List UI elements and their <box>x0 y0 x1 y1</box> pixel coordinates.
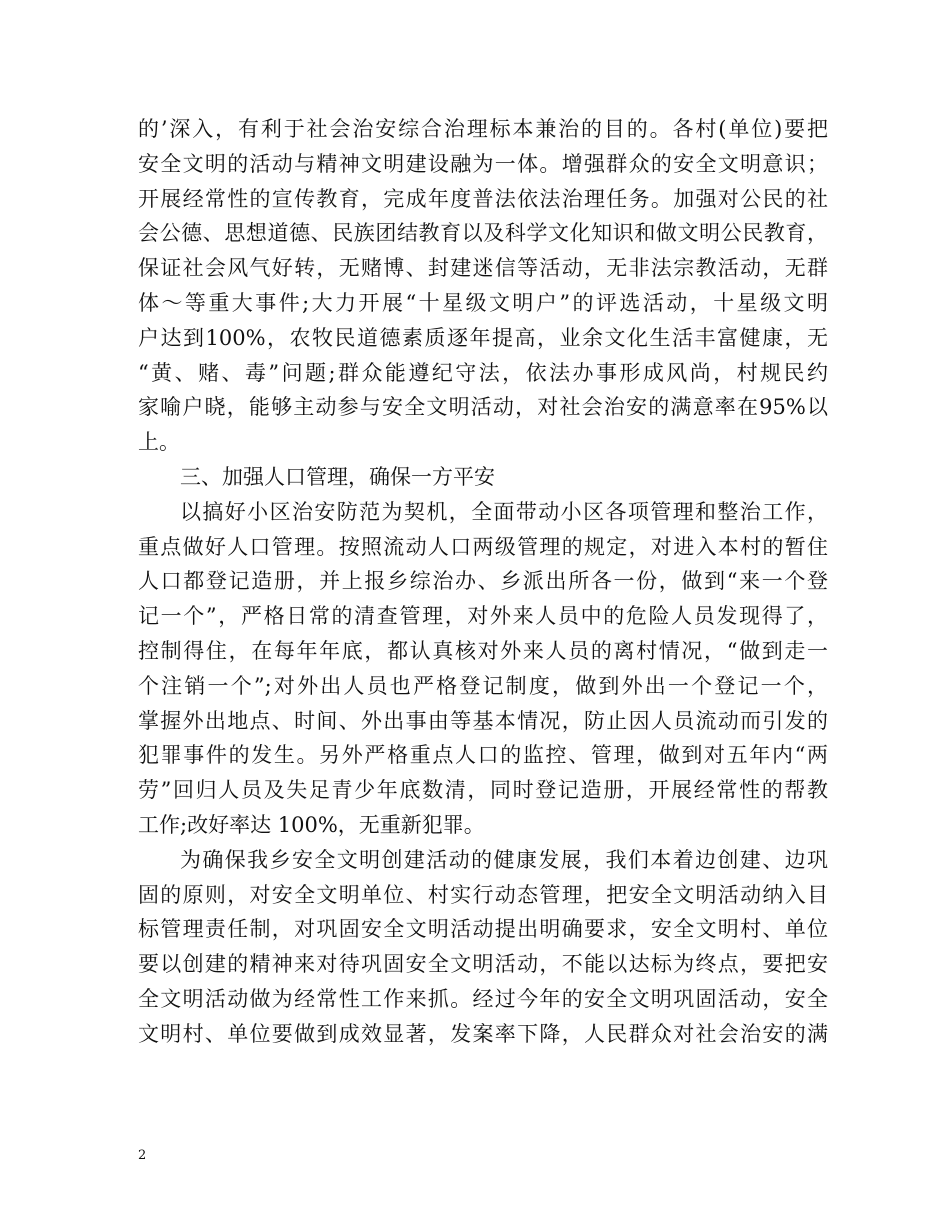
text-line: 掌握外出地点、时间、外出事由等基本情况，防止因人员流动而引发的 <box>138 708 828 733</box>
text-line: 控制得住，在每年年底，都认真核对外来人员的离村情况，“做到走一 <box>138 638 828 663</box>
text-line: 为确保我乡安全文明创建活动的健康发展，我们本着边创建、边巩 <box>180 847 828 872</box>
text-line: 要以创建的精神来对待巩固安全文明活动，不能以达标为终点，要把安 <box>138 952 828 977</box>
text-line: 个注销一个”;对外出人员也严格登记制度，做到外出一个登记一个， <box>138 673 828 698</box>
section-heading: 三、加强人口管理，确保一方平安 <box>180 464 495 489</box>
text-line: 保证社会风气好转，无赌博、封建迷信等活动，无非法宗教活动，无群 <box>138 256 828 281</box>
text-line: 会公德、思想道德、民族团结教育以及科学文化知识和做文明公民教育， <box>138 221 828 246</box>
text-line: 家喻户晓，能够主动参与安全文明活动，对社会治安的满意率在95%以 <box>138 395 828 420</box>
text-line: 开展经常性的宣传教育，完成年度普法依法治理任务。加强对公民的社 <box>138 186 828 211</box>
text-line: 文明村、单位要做到成效显著，发案率下降，人民群众对社会治安的满 <box>138 1021 828 1046</box>
text-line: 的’深入，有利于社会治安综合治理标本兼治的目的。各村(单位)要把 <box>138 117 828 141</box>
text-line: 人口都登记造册，并上报乡综治办、乡派出所各一份，做到“来一个登 <box>138 569 828 594</box>
text-line: 标管理责任制，对巩固安全文明活动提出明确要求，安全文明村、单位 <box>138 917 828 942</box>
text-line: 体～等重大事件;大力开展“十星级文明户”的评选活动，十星级文明 <box>138 290 828 315</box>
text-line: “黄、赌、毒”问题;群众能遵纪守法，依法办事形成风尚，村规民约 <box>138 360 828 385</box>
text-line: 以搞好小区治安防范为契机，全面带动小区各项管理和整治工作， <box>180 499 828 524</box>
text-line: 固的原则，对安全文明单位、村实行动态管理，把安全文明活动纳入目 <box>138 882 828 907</box>
text-line: 重点做好人口管理。按照流动人口两级管理的规定，对进入本村的暂住 <box>138 534 828 559</box>
text-line: 工作;改好率达 100%，无重新犯罪。 <box>138 812 485 837</box>
text-line: 户达到100%，农牧民道德素质逐年提高，业余文化生活丰富健康，无 <box>138 325 828 350</box>
text-line: 记一个”，严格日常的清查管理，对外来人员中的危险人员发现得了， <box>138 604 828 629</box>
text-line: 全文明活动做为经常性工作来抓。经过今年的安全文明巩固活动，安全 <box>138 986 828 1011</box>
text-line: 上。 <box>138 430 180 455</box>
page-number: 2 <box>138 1148 147 1163</box>
text-line: 劳”回归人员及失足青少年底数清，同时登记造册，开展经常性的帮教 <box>138 778 828 803</box>
body-text <box>138 112 828 1052</box>
text-line: 安全文明的活动与精神文明建设融为一体。增强群众的安全文明意识； <box>138 151 828 176</box>
text-line: 犯罪事件的发生。另外严格重点人口的监控、管理，做到对五年内“两 <box>138 743 828 768</box>
